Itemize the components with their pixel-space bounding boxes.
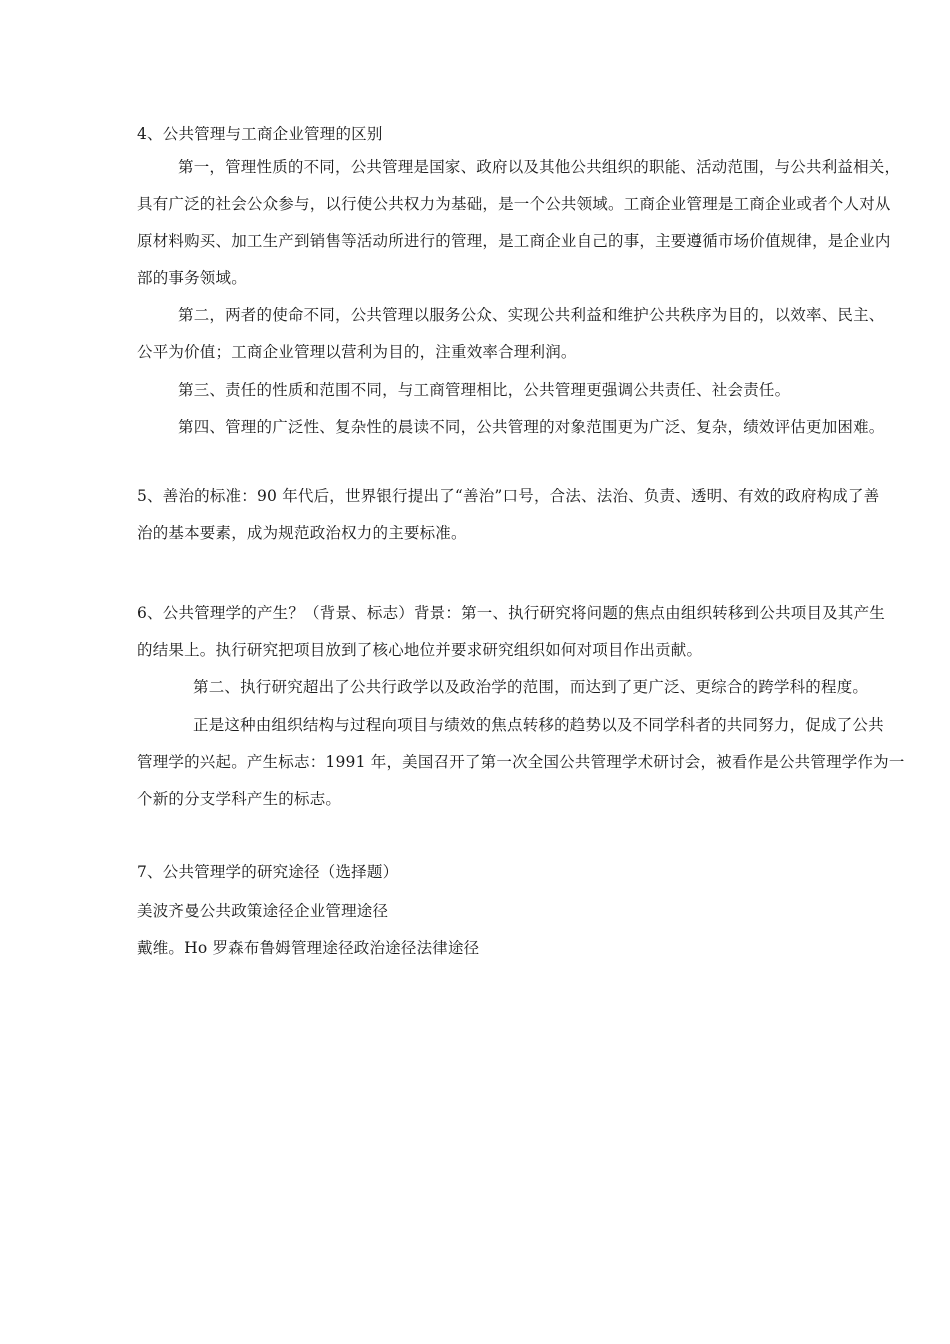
section-4-p1-line-3: 原材料购买、加工生产到销售等活动所进行的管理，是工商企业自己的事，主要遵循市场价值规律，是企业内 <box>137 232 891 250</box>
section-4-p1-line-4: 部的事务领域。 <box>137 269 247 287</box>
section-6-line-2: 的结果上。执行研究把项目放到了核心地位并要求研究组织如何对项目作出贡献。 <box>137 641 703 659</box>
section-7-heading: 7、公共管理学的研究途径（选择题） <box>137 863 399 881</box>
section-6-line-1: 6、公共管理学的产生？（背景、标志）背景：第一、执行研究将问题的焦点由组织转移到公共项目及其产生 <box>137 604 885 622</box>
section-4-p4: 第四、管理的广泛性、复杂性的晨读不同，公共管理的对象范围更为广泛、复杂，绩效评估更加困难。 <box>178 418 885 436</box>
section-5-line-2: 治的基本要素，成为规范政治权力的主要标准。 <box>137 524 467 542</box>
section-6-p3-line-1: 正是这种由组织结构与过程向项目与绩效的焦点转移的趋势以及不同学科者的共同努力，促成了公共 <box>193 716 884 734</box>
section-4-p2-line-1: 第二，两者的使命不同，公共管理以服务公众、实现公共利益和维护公共秩序为目的，以效率、民主、 <box>178 306 885 324</box>
section-5-line-1: 5、善治的标准：90 年代后，世界银行提出了“善治”口号，合法、法治、负责、透明、有效的政府构成了善 <box>137 487 880 505</box>
section-4-p2-line-2: 公平为价值；工商企业管理以营利为目的，注重效率合理利润。 <box>137 343 577 361</box>
section-4-p1-line-1: 第一，管理性质的不同，公共管理是国家、政府以及其他公共组织的职能、活动范围，与公共利益相关， <box>178 158 901 176</box>
section-6-p3-line-3: 个新的分支学科产生的标志。 <box>137 790 342 808</box>
section-4-p1-line-2: 具有广泛的社会公众参与，以行使公共权力为基础，是一个公共领域。工商企业管理是工商企业或者个人对从 <box>137 195 891 213</box>
section-7-line-1: 美波齐曼公共政策途径企业管理途径 <box>137 902 389 920</box>
section-4-heading: 4、公共管理与工商企业管理的区别 <box>137 125 383 143</box>
section-7-line-2: 戴维。Ho 罗森布鲁姆管理途径政治途径法律途径 <box>137 939 480 957</box>
section-6-p2: 第二、执行研究超出了公共行政学以及政治学的范围，而达到了更广泛、更综合的跨学科的程度。 <box>193 678 869 696</box>
section-4-p3: 第三、责任的性质和范围不同，与工商管理相比，公共管理更强调公共责任、社会责任。 <box>178 381 791 399</box>
section-6-p3-line-2: 管理学的兴起。产生标志：1991 年，美国召开了第一次全国公共管理学术研讨会，被看作是公共管理学作为一 <box>137 753 905 771</box>
